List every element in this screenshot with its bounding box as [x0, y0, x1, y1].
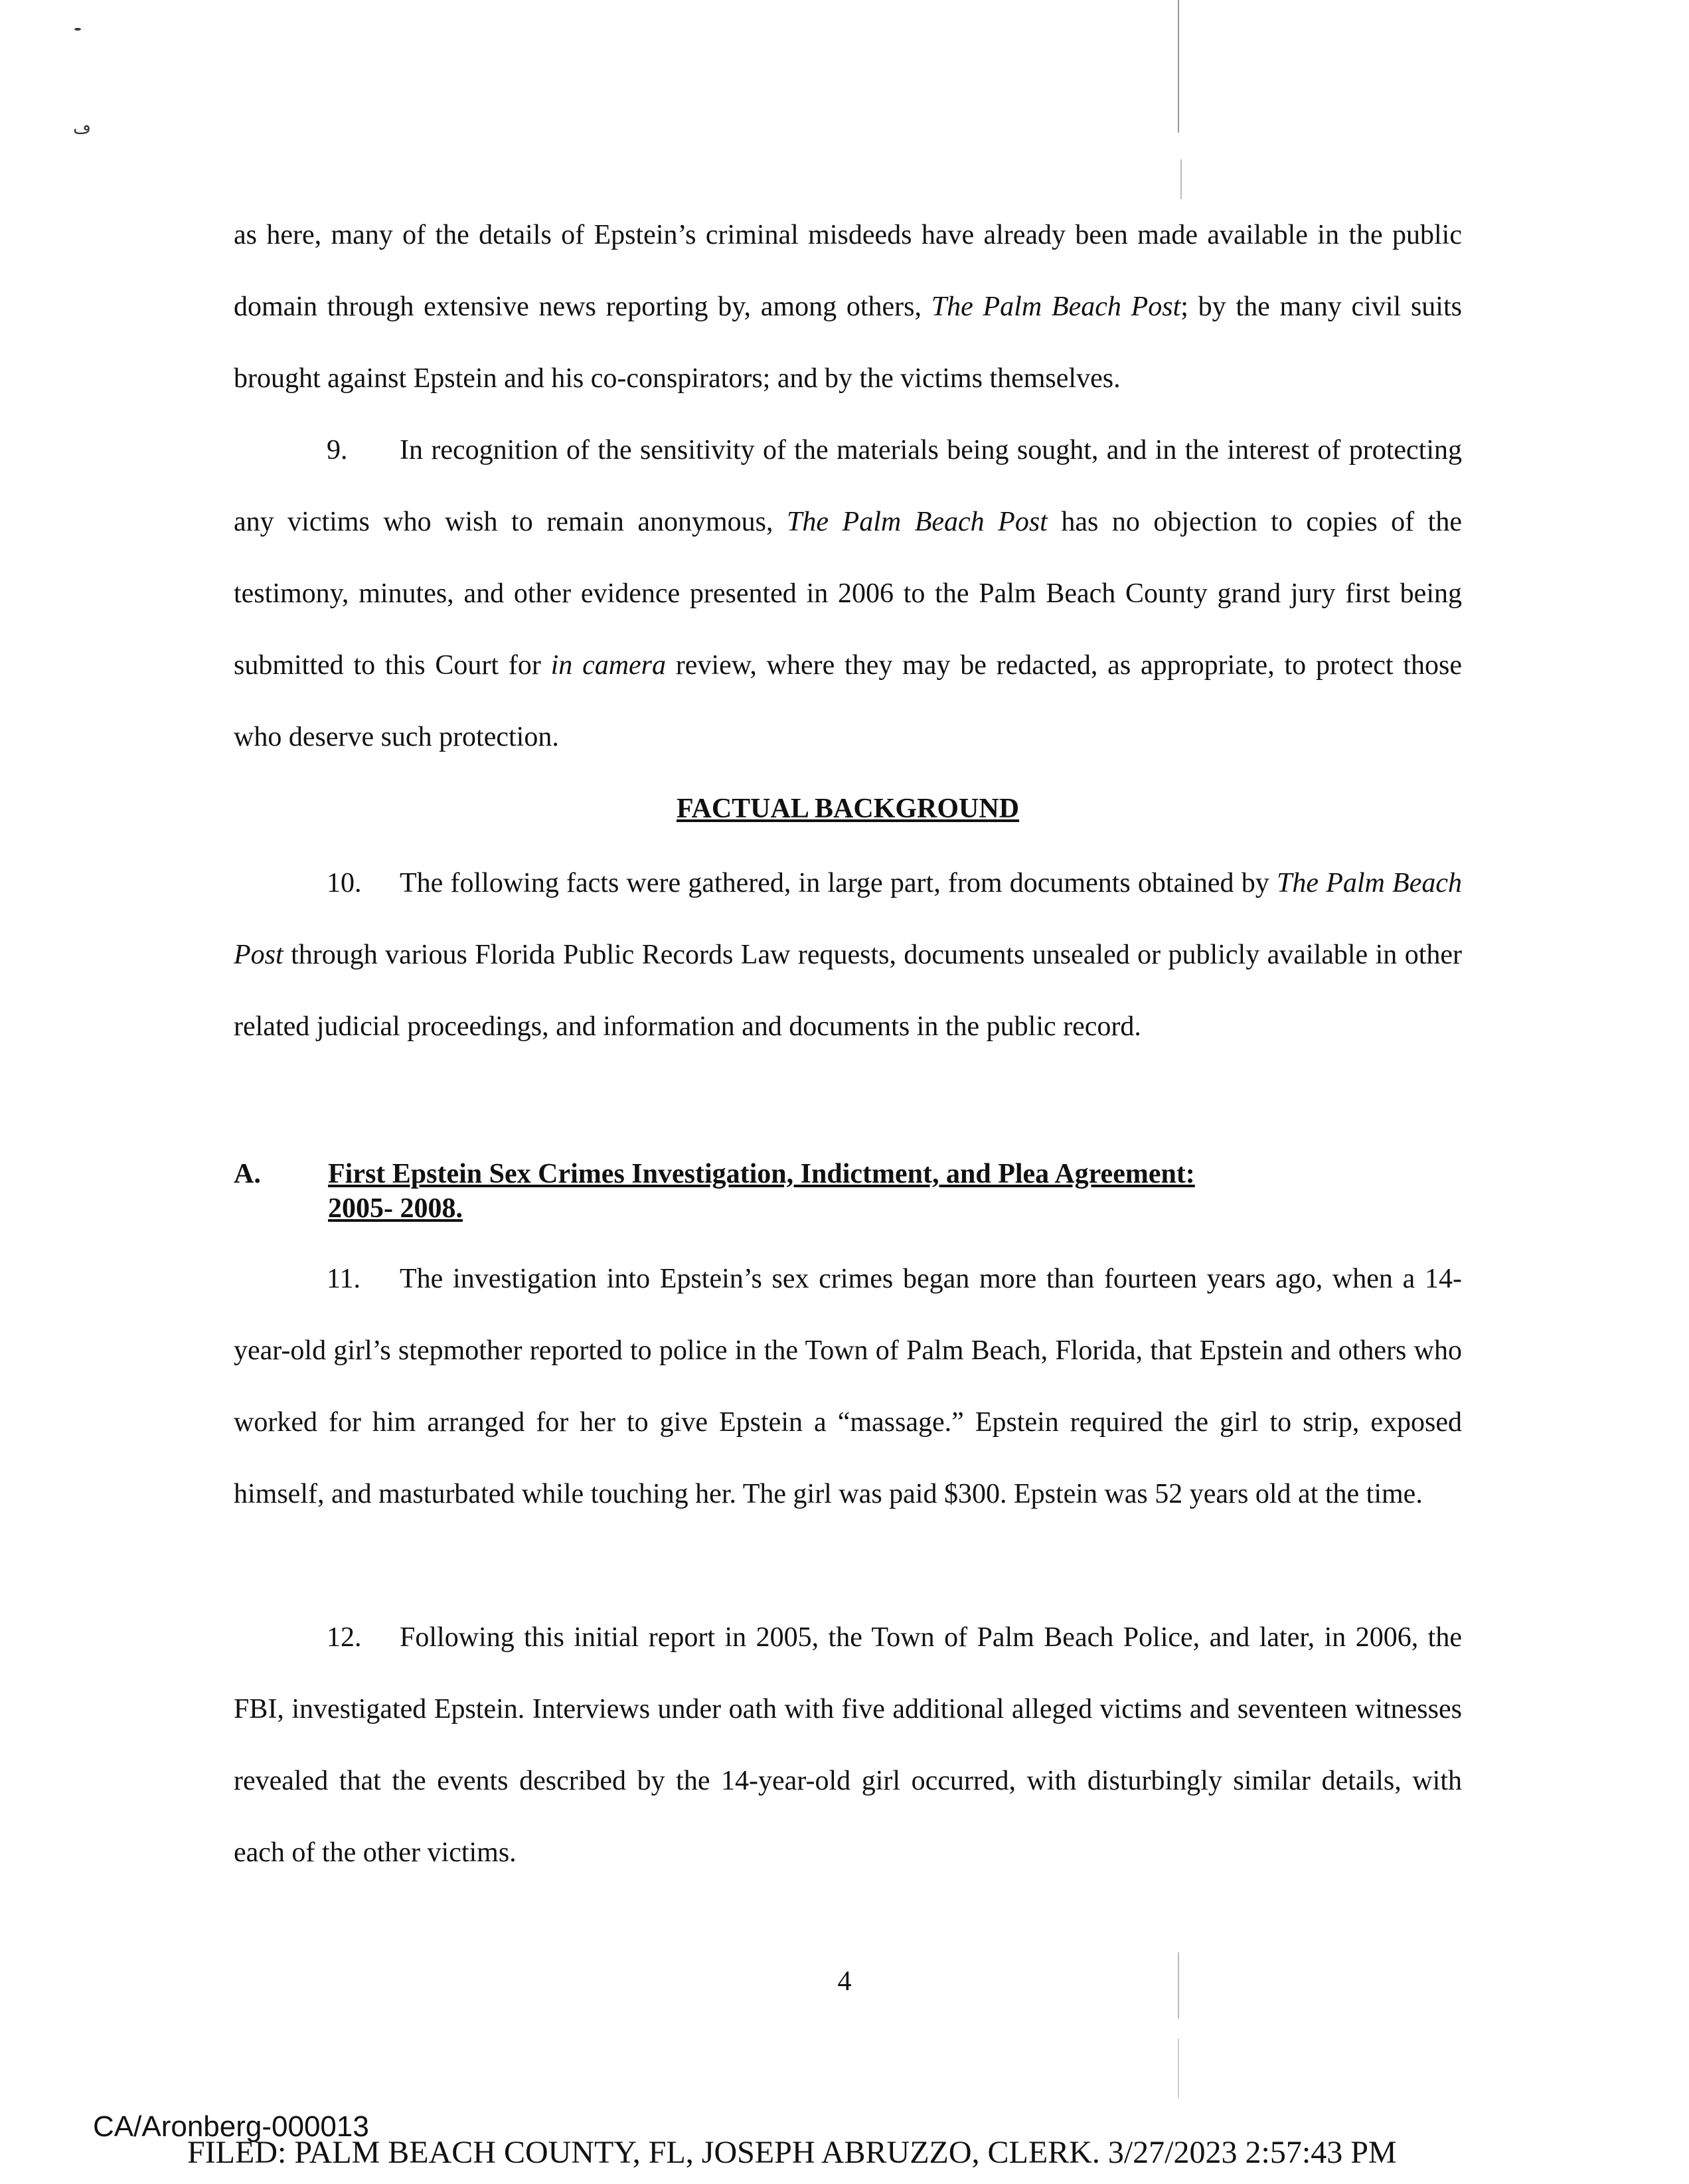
subsection-heading: [234, 1157, 1462, 1230]
scan-artifact-line: [1178, 1952, 1179, 2019]
scan-artifact-line: [1178, 2039, 1179, 2098]
paragraph-text: The investigation into Epstein’s sex crimes began more than fourteen years ago, when a 14-year-old girl’s stepmother reported to police in the Town of Palm Beach, Florida, that Epstein and others who worked for him arranged for her to give Epstein a “massage.” Epstein required the girl to strip, exposed himself, and masturbated while touching her. The girl was paid $300. Epstein was 52 years old at the time.: [234, 1264, 1462, 1509]
legal-term: in camera: [550, 650, 667, 681]
paragraph-12: [234, 1602, 1462, 1889]
subsection-title: [328, 1157, 1462, 1226]
bates-number: CA/Aronberg-000013: [93, 2110, 369, 2143]
paragraph-text: review, where they may be redacted, as appropriate, to protect those who deserve such protection.: [234, 650, 1462, 752]
publication-name: The Palm Beach Post: [931, 292, 1181, 322]
paragraph-text: Following this initial report in 2005, the Town of Palm Beach Police, and later, in 2006, the FBI, investigated Epstein. Interviews under oath with five additional alleged victims and seventeen witnesses revealed that the events described by the 14-year-old girl occurred, with disturbingly similar details, with each of the other victims.: [234, 1622, 1462, 1868]
publication-name: The Palm Beach Post: [787, 507, 1048, 537]
scan-speck: [74, 28, 81, 31]
subsection-letter: A.: [234, 1159, 261, 1189]
scan-artifact-line: [1180, 159, 1182, 199]
paragraph-10: [234, 847, 1462, 1062]
filed-stamp: FILED: PALM BEACH COUNTY, FL, JOSEPH ABRUZZO, CLERK. 3/27/2023 2:57:43 PM: [187, 2135, 1397, 2170]
paragraph-9: [234, 414, 1462, 773]
paragraph-text: as here, many of the details of Epstein’s criminal misdeeds have already been made available in the public domain through extensive news reporting by, among others,: [234, 220, 1462, 322]
paragraph-text: The following facts were gathered, in large part, from documents obtained by: [400, 868, 1277, 898]
paragraph-number: 11.: [327, 1264, 361, 1294]
subsection-title-end: .: [455, 1193, 463, 1224]
publication-name: The Palm Beach Post: [234, 868, 1462, 970]
paragraph-continuation: [234, 199, 1462, 414]
page-number: 4: [837, 1966, 852, 1997]
paragraph-number: 12.: [327, 1622, 362, 1653]
scan-artifact-line: [1178, 0, 1179, 133]
paragraph-11: [234, 1243, 1462, 1530]
paragraph-text: through various Florida Public Records Law requests, documents unsealed or publicly available in other related judicial proceedings, and information and documents in the public record.: [234, 940, 1462, 1042]
paragraph-number: 10.: [327, 868, 362, 898]
section-heading: FACTUAL BACKGROUND: [676, 794, 1020, 824]
paragraph-text: has no objection to copies of the testimony, minutes, and other evidence presented in 2006 to the Palm Beach County grand jury first being submitted to this Court for: [234, 507, 1462, 681]
paragraph-text: In recognition of the sensitivity of the materials being sought, and in the interest of protecting any victims who wish to remain anonymous,: [234, 435, 1462, 537]
margin-mark: ڡ: [73, 118, 91, 138]
paragraph-text: ; by the many civil suits brought against Epstein and his co-conspirators; and by the victims themselves.: [234, 292, 1462, 394]
subsection-title-line: 2005- 2008: [328, 1193, 456, 1224]
subsection-title-line: First Epstein Sex Crimes Investigation, Indictment, and Plea Agreement:: [328, 1159, 1195, 1189]
paragraph-number: 9.: [327, 435, 348, 465]
